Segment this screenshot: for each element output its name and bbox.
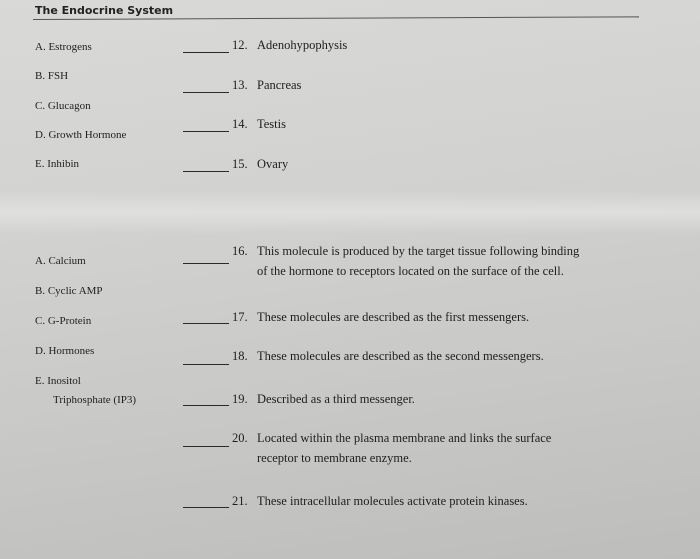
answer-blank-20[interactable] [183,446,229,447]
question-20: 20. Located within the plasma membrane and links the surface receptor to membrane enzyme. [232,428,551,468]
question-13: 13. Pancreas [232,78,302,92]
answer-blank-13[interactable] [183,92,229,93]
question-18: 18. These molecules are described as the second messengers. [232,349,544,363]
answer-blank-21[interactable] [183,507,229,508]
option-b-fsh: B. FSH [35,70,69,82]
answer-blank-12[interactable] [183,52,229,53]
question-19: 19. Described as a third messenger. [232,392,415,406]
question-15: 15. Ovary [232,157,289,171]
option-e-inositol: E. Inositol [35,375,81,387]
answer-blank-18[interactable] [183,364,229,365]
light-band [0,190,700,234]
question-12: 12. Adenohypophysis [232,38,348,52]
option-b-cyclic-amp: B. Cyclic AMP [35,285,103,297]
option-c-glucagon: C. Glucagon [35,100,91,112]
answer-blank-14[interactable] [183,131,229,132]
option-d-growth-hormone: D. Growth Hormone [35,129,127,141]
question-17: 17. These molecules are described as the first messengers. [232,310,530,324]
option-c-g-protein: C. G-Protein [35,315,92,327]
answer-blank-17[interactable] [183,323,229,324]
answer-blank-19[interactable] [183,405,229,406]
question-14: 14. Testis [232,117,286,131]
page-title: The Endocrine System [35,4,174,17]
option-d-hormones: D. Hormones [35,345,95,357]
answer-blank-15[interactable] [183,171,229,172]
question-16-line2: of the hormone to receptors located on the surface of the cell. [257,264,564,278]
answer-blank-16[interactable] [183,263,229,264]
question-16: 16. This molecule is produced by the target tissue following binding of the hormone to receptors located on the surface of the cell. [232,241,579,281]
question-20-line2: receptor to membrane enzyme. [257,451,412,465]
option-a-calcium: A. Calcium [35,255,86,267]
option-e-inositol-line2: Triphosphate (IP3) [53,394,137,406]
question-21: 21. These intracellular molecules activate protein kinases. [232,494,528,508]
option-e-inhibin: E. Inhibin [35,158,80,170]
option-a-estrogens: A. Estrogens [35,41,92,53]
